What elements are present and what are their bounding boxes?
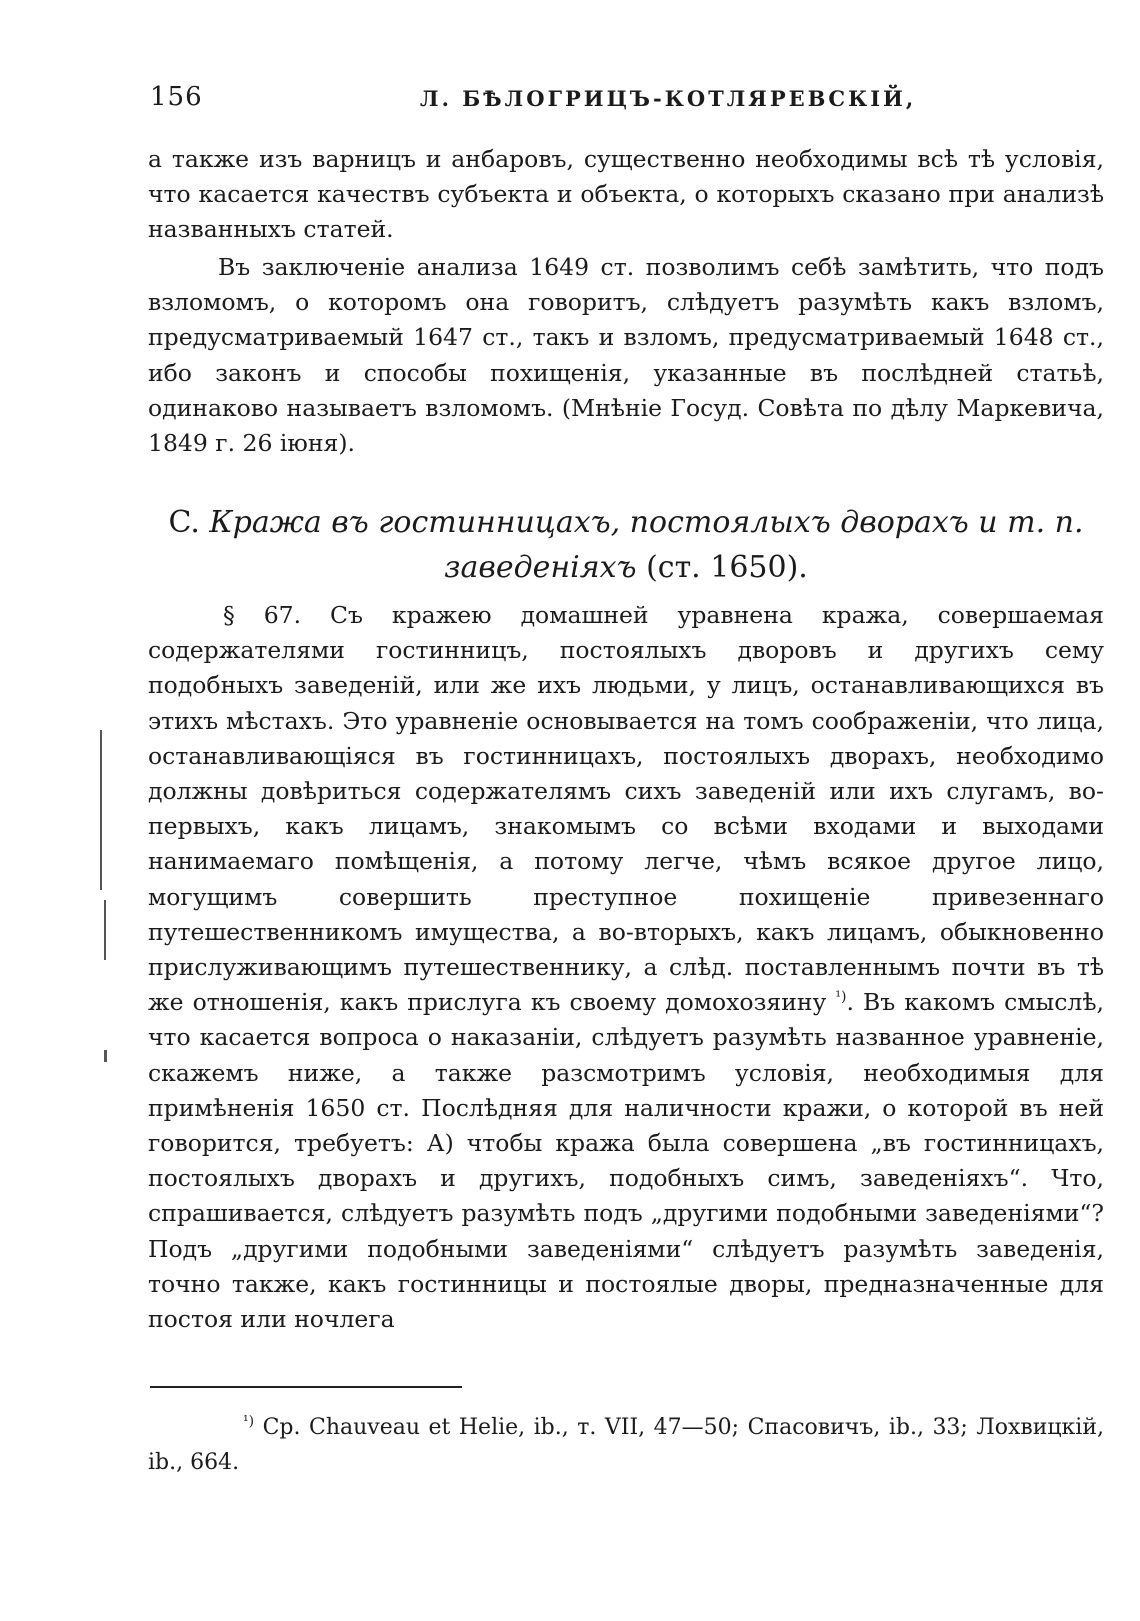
footnote bbox=[148, 1410, 1104, 1480]
page-number: 156 bbox=[150, 82, 203, 112]
paragraph-continuation bbox=[148, 142, 1104, 248]
margin-pencil-line bbox=[100, 730, 102, 890]
paragraph-67-continuation: . Въ какомъ смыслѣ, что касается вопроса о наказаніи, слѣдуетъ разумѣть названное уравненіе, скажемъ ниже, а также разсмотримъ условія, необходимыя для примѣненія 1650 ст. Послѣдняя для наличности кражи, о которой въ ней говорится, требуетъ: А) чтобы кража была совершена „въ гостинницахъ, постоялыхъ дворахъ и другихъ, подобныхъ симъ, заведеніяхъ“. Что, спрашивается, слѣдуетъ разумѣть подъ „другими подобными заведеніями“? Подъ „другими подобными заведеніями“ слѣдуетъ разумѣть заведенія, точно также, какъ гостинницы и постоялые дворы, предназначенные для постоя или ночлега bbox=[148, 988, 1104, 1334]
footnote-text: Ср. Chauveau et Helie, ib., т. VII, 47—50; Спасовичъ, ib., 33; Лохвицкій, ib., 664. bbox=[148, 1415, 1104, 1475]
paragraph-67 bbox=[148, 598, 1104, 1337]
page-header bbox=[150, 82, 1100, 122]
margin-pencil-tick bbox=[104, 1050, 107, 1062]
paragraph-text bbox=[148, 598, 1104, 1337]
paragraph-text: Въ заключеніе анализа 1649 ст. позволимъ себѣ замѣтить, что подъ взломомъ, о которомъ она говоритъ, слѣдуетъ разумѣть какъ взломъ, предусматриваемый 1647 ст., такъ и взломъ, предусматриваемый 1648 ст., ибо законъ и способы похищенія, указанные въ послѣдней статьѣ, одинаково называетъ взломомъ. (Мнѣніе Госуд. Совѣта по дѣлу Маркевича, 1849 г. 26 іюня). bbox=[148, 253, 1104, 458]
margin-pencil-line bbox=[104, 900, 106, 960]
footnote-marker: ¹) bbox=[243, 1413, 255, 1430]
section-title: Кража въ гостинницахъ, постоялыхъ дворахъ и т. п. заведеніяхъ bbox=[209, 505, 1084, 585]
paragraph-text: а также изъ варницъ и анбаровъ, существенно необходимы всѣ тѣ условія, что касается качествъ субъекта и объекта, о которыхъ сказано при анализѣ названныхъ статей. bbox=[148, 145, 1104, 244]
paragraph-67-text: § 67. Съ кражею домашней уравнена кража, совершаемая содержателями гостинницъ, постоялыхъ дворовъ и другихъ сему подобныхъ заведеній, или же ихъ людьми, у лицъ, останавливающихся въ этихъ мѣстахъ. Это уравненіе основывается на томъ соображеніи, что лица, останавливающіяся въ гостинницахъ, постоялыхъ дворахъ, необходимо должны довѣриться содержателямъ сихъ заведеній или ихъ слугамъ, во-первыхъ, какъ лицамъ, знакомымъ со всѣми входами и выходами нанимаемаго помѣщенія, а потому легче, чѣмъ всякое другое лицо, могущимъ совершить преступное похищеніе привезеннаго путешественникомъ имущества, а во-вторыхъ, какъ лицамъ, обыкновенно прислуживающимъ путешественнику, а слѣд. поставленнымъ почти въ тѣ же отношенія, какъ прислуга къ своему домохозяину bbox=[148, 601, 1104, 1017]
footnote-reference[interactable]: ¹) bbox=[835, 989, 847, 1006]
footnote-divider bbox=[150, 1386, 462, 1388]
section-article-ref: (ст. 1650). bbox=[646, 550, 808, 585]
paragraph-conclusion-1649 bbox=[148, 250, 1104, 461]
running-head: Л. БѢЛОГРИЦЪ-КОТЛЯРЕВСКІЙ, bbox=[420, 86, 917, 111]
section-heading bbox=[148, 500, 1104, 590]
section-letter: C. bbox=[168, 505, 200, 540]
